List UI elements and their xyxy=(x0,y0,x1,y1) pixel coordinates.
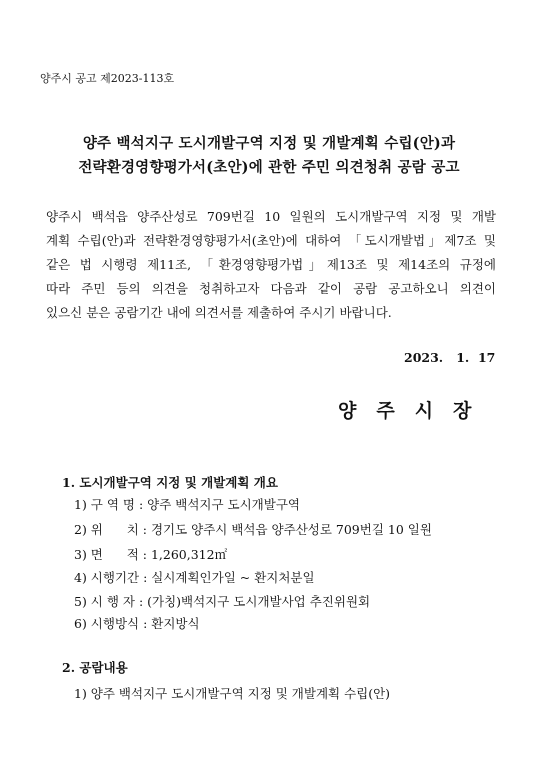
section-1-item: 5) 시 행 자 : (가칭)백석지구 도시개발사업 추진위원회 xyxy=(74,594,371,609)
signer: 양주시장 xyxy=(338,400,492,422)
body-paragraph xyxy=(46,205,496,325)
section-1-item: 1) 구 역 명 : 양주 백석지구 도시개발구역 xyxy=(74,497,300,512)
section-1-heading: 1. 도시개발구역 지정 및 개발계획 개요 xyxy=(62,475,278,490)
section-1-item: 2) 위 치 : 경기도 양주시 백석읍 양주산성로 709번길 10 일원 xyxy=(74,522,432,537)
body-line: 따라 주민 등의 의견을 청취하고자 다음과 같이 공람 공고하오니 의견이 xyxy=(46,281,496,296)
body-line: 양주시 백석읍 양주산성로 709번길 10 일원의 도시개발구역 지정 및 개발 xyxy=(46,209,496,224)
body-line: 있으신 분은 공람기간 내에 의견서를 제출하여 주시기 바랍니다. xyxy=(46,305,392,320)
title-line-2: 전략환경영향평가서(초안)에 관한 주민 의견청취 공람 공고 xyxy=(78,159,460,176)
title-line-1: 양주 백석지구 도시개발구역 지정 및 개발계획 수립(안)과 xyxy=(82,135,456,152)
notice-date: 2023. 1. 17 xyxy=(404,350,496,365)
section-1-item: 3) 면 적 : 1,260,312㎡ xyxy=(74,547,228,562)
body-line: 같은 법 시행령 제11조, 「환경영향평가법」제13조 및 제14조의 규정에 xyxy=(46,257,496,272)
section-1-item: 6) 시행방식 : 환지방식 xyxy=(74,616,200,631)
body-line: 계획 수립(안)과 전략환경영향평가서(초안)에 대하여 「도시개발법」제7조 및 xyxy=(46,233,496,248)
notice-number: 양주시 공고 제2023-113호 xyxy=(40,72,175,85)
section-2-item: 1) 양주 백석지구 도시개발구역 지정 및 개발계획 수립(안) xyxy=(74,686,391,701)
section-2-heading: 2. 공람내용 xyxy=(62,660,128,675)
section-1-item: 4) 시행기간 : 실시계획인가일 ~ 환지처분일 xyxy=(74,570,315,585)
